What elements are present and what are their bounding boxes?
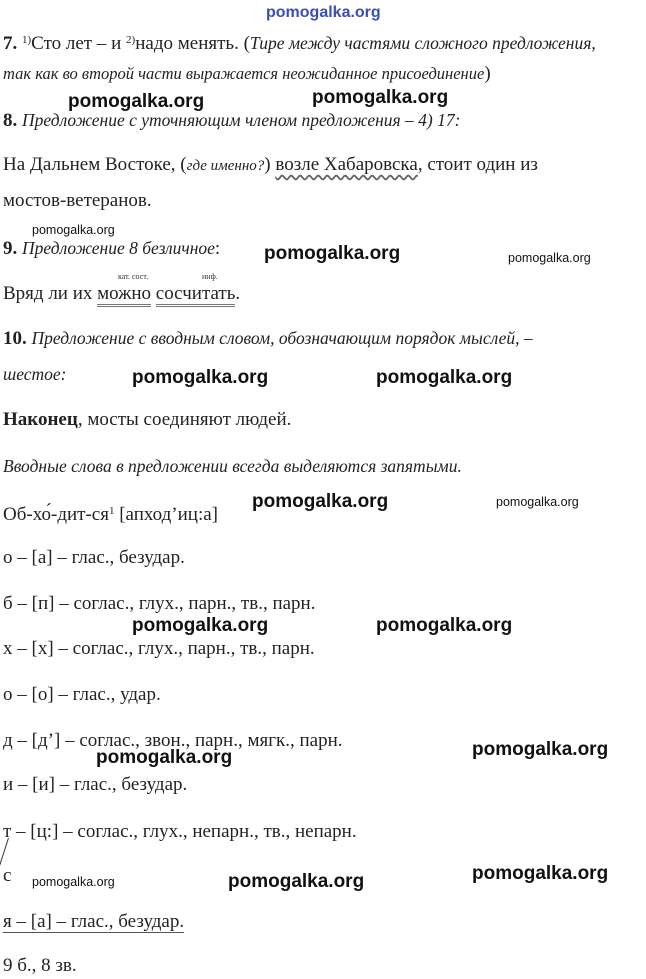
- q8-task-line: [3, 108, 460, 133]
- watermark[interactable]: pomogalka.org: [228, 871, 365, 892]
- q7-line1: [3, 28, 596, 56]
- q8-text1: На Дальнем Востоке, (: [3, 154, 187, 175]
- q10-task1: Предложение с вводным словом, обозначающим порядок мыслей, –: [31, 328, 533, 348]
- q9-dot: .: [235, 283, 241, 304]
- q9-number: 9.: [3, 238, 18, 259]
- phon-row-3: х – [х] – соглас., глух., парн., тв., парн.: [3, 638, 315, 659]
- watermark[interactable]: pomogalka.org: [264, 243, 401, 264]
- q9-answer-line: [3, 282, 240, 306]
- watermark[interactable]: pomogalka.org: [252, 491, 389, 512]
- q7-line2: [3, 62, 491, 86]
- q7-number: 7.: [3, 33, 18, 54]
- q10-rule-text: Вводные слова в предложении всегда выделяются запятыми.: [3, 456, 462, 476]
- watermark[interactable]: pomogalka.org: [472, 863, 609, 884]
- q10-task-line2: [3, 362, 67, 387]
- watermark[interactable]: pomogalka.org: [32, 875, 115, 889]
- watermark[interactable]: pomogalka.org: [96, 747, 233, 768]
- q9-label-cat: кат. сост.: [118, 272, 149, 281]
- watermark[interactable]: pomogalka.org: [376, 367, 513, 388]
- q10-answer-line: [3, 408, 291, 432]
- q9-word1: можно: [97, 283, 151, 307]
- q7-note2: так как во второй части выражается неожиданное присоединение: [3, 64, 485, 83]
- q10-task-line1: [3, 326, 533, 351]
- q9-text1: Вряд ли их: [3, 283, 98, 304]
- q7-text1: Сто лет – и: [31, 33, 127, 54]
- phon-sup: 1: [108, 505, 115, 517]
- phon-row-8: с: [3, 865, 12, 886]
- q8-clarification: возле Хабаровска: [275, 154, 418, 175]
- watermark[interactable]: pomogalka.org: [472, 739, 609, 760]
- q8-task: Предложение с уточняющим членом предложения – 4) 17:: [22, 110, 461, 130]
- phon-row-5: д – [д’] – соглас., звон., парн., мягк., парн.: [3, 730, 343, 751]
- q8-answer-line2: мостов-ветеранов.: [3, 190, 152, 211]
- watermark[interactable]: pomogalka.org: [312, 87, 449, 108]
- q9-label-inf: инф.: [202, 272, 218, 281]
- watermark[interactable]: pomogalka.org: [376, 615, 513, 636]
- q8-text2: ): [264, 154, 276, 175]
- phon-row-6: и – [и] – глас., безудар.: [3, 774, 188, 795]
- phon-word: Об-хо́-дит-ся: [3, 504, 109, 525]
- q8-hint: где именно?: [186, 158, 265, 174]
- phon-row-9: [3, 910, 184, 934]
- q10-bold-word: Наконец: [3, 409, 78, 430]
- q9-task: Предложение 8 безличное: [22, 238, 215, 258]
- q8-answer-line1: [3, 153, 538, 178]
- q9-word2: сосчитать: [156, 283, 236, 307]
- phon-row-2: б – [п] – соглас., глух., парн., тв., парн.: [3, 593, 316, 614]
- q10-task2: шестое:: [3, 364, 67, 384]
- q9-colon: :: [214, 238, 221, 259]
- q7-sup1: 1): [22, 34, 32, 46]
- q10-rest: , мосты соединяют людей.: [77, 409, 292, 430]
- watermark[interactable]: pomogalka.org: [132, 615, 269, 636]
- phon-row-9-text: я – [а] – глас., безудар.: [3, 911, 185, 932]
- q8-text3: , стоит один из: [417, 154, 538, 175]
- q9-task-line: [3, 236, 220, 261]
- phon-row-4: о – [о] – глас., удар.: [3, 684, 161, 705]
- q7-sup2: 2): [126, 34, 136, 46]
- phon-row-1: о – [а] – глас., безудар.: [3, 547, 185, 568]
- q10-number: 10.: [3, 328, 27, 349]
- watermark-top[interactable]: pomogalka.org: [266, 4, 381, 21]
- q8-number: 8.: [3, 110, 18, 131]
- phon-total: 9 б., 8 зв.: [3, 955, 77, 976]
- phon-transcription: [апход’иц:а]: [114, 504, 218, 525]
- watermark[interactable]: pomogalka.org: [132, 367, 269, 388]
- q7-close: ): [484, 63, 491, 84]
- phon-row-7: т – [ц:] – соглас., глух., непарн., тв., непарн.: [3, 821, 357, 842]
- q7-note1: Тире между частями сложного предложения,: [249, 33, 596, 53]
- q7-text2: надо менять. (: [135, 33, 250, 54]
- watermark[interactable]: pomogalka.org: [496, 495, 579, 509]
- watermark[interactable]: pomogalka.org: [508, 251, 591, 265]
- q10-rule: [3, 454, 462, 479]
- watermark[interactable]: pomogalka.org: [68, 91, 205, 112]
- watermark[interactable]: pomogalka.org: [32, 223, 115, 237]
- phon-word-line: [3, 499, 218, 527]
